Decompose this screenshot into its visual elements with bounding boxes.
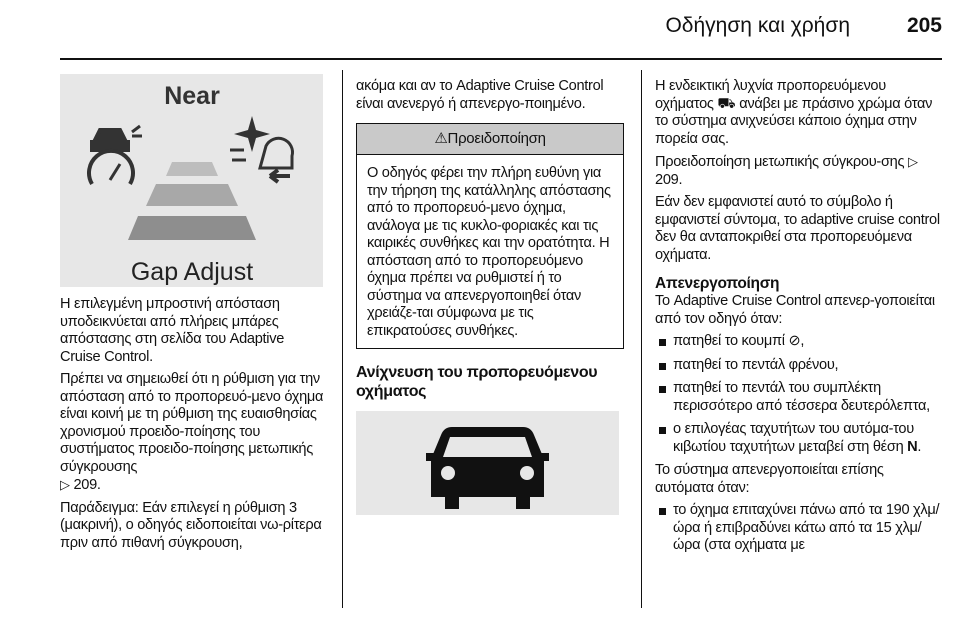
col3-paragraph-1a: Η ενδεικτική λυχνία προπορευόμενου οχήματος	[655, 78, 886, 112]
header-title: Οδήγηση και χρήση	[665, 14, 850, 37]
warning-box	[356, 123, 624, 349]
col2-paragraph-1: ακόμα και αν το Adaptive Cruise Control είναι ανενεργό ή απενεργο-ποιημένο.	[356, 78, 604, 112]
gear-letter: N	[907, 438, 918, 455]
distance-bar-2	[146, 184, 238, 206]
vehicle-ahead-indicator-icon: ⛟	[717, 95, 736, 112]
collision-alert-car-icon	[230, 116, 292, 182]
cancel-button-icon: ⊘	[788, 333, 801, 349]
gap-adjust-graphic	[60, 74, 323, 287]
col3-paragraph-3: Εάν δεν εμφανιστεί αυτό το σύμβολο ή εμφανιστεί σύντομα, το adaptive cruise control δεν θα ανταποκριθεί στα προπορευόμενα οχήματα.	[655, 194, 940, 263]
vehicle-ahead-illustration	[356, 411, 619, 515]
list-item-suffix: ,	[800, 333, 805, 349]
page-number: 205	[906, 14, 942, 37]
warning-header	[357, 124, 623, 155]
car-front-icon	[356, 411, 619, 515]
warning-title: Προειδοποίηση	[447, 130, 546, 147]
col1-paragraph-3: Παράδειγμα: Εάν επιλεγεί η ρύθμιση 3 (μακρινή), ο οδηγός ειδοποιείται νω-ρίτερα πριν από πιθανή σύγκρουση,	[60, 499, 322, 551]
list-item	[655, 421, 945, 456]
col1-page-ref: 209.	[73, 477, 101, 493]
page-ref-arrow-icon: ▷	[908, 154, 918, 169]
distance-bar-1	[166, 162, 218, 176]
column-2	[356, 78, 624, 515]
list-item: πατηθεί το πεντάλ φρένου,	[655, 357, 945, 375]
col3-paragraph-2-text: Προειδοποίηση μετωπικής σύγκρου-σης	[655, 154, 905, 170]
auto-deactivation-list	[655, 502, 945, 555]
column-divider-1	[342, 70, 343, 608]
col3-page-ref: 209.	[655, 171, 683, 188]
column-divider-2	[641, 70, 642, 608]
section-title: Ανίχνευση του προπορευόμενου οχήματος	[356, 364, 598, 400]
list-item-text: πατηθεί το κουμπί	[673, 333, 785, 349]
list-item-text: ο επιλογέας ταχυτήτων του αυτόμα-του κιβωτίου ταχυτήτων μεταβεί στη θέση	[673, 421, 914, 455]
warning-triangle-icon: ⚠	[434, 130, 448, 147]
list-item	[655, 333, 945, 351]
gap-adjust-label: Gap Adjust	[130, 258, 254, 286]
col1-paragraph-2	[60, 371, 328, 495]
col1-paragraph-2-text: Πρέπει να σημειωθεί ότι η ρύθμιση για την απόσταση από το προπορευό-μενο όχημα είναι κοινή με τη ρύθμιση της ευαισθησίας χρονισμού προειδο-ποίησης του συστήματος προειδο-ποίησης μετωπικής σύγκρουσης	[60, 371, 324, 475]
list-item: πατηθεί το πεντάλ του συμπλέκτη περισσότερο από τέσσερα δευτερόλεπτα,	[655, 380, 945, 415]
col3-paragraph-2	[655, 153, 945, 189]
vehicle-ahead-speedometer-icon	[89, 126, 142, 184]
header-rule	[60, 58, 942, 60]
gap-adjust-illustration	[60, 74, 323, 287]
near-label: Near	[164, 82, 220, 110]
warning-text: Ο οδηγός φέρει την πλήρη ευθύνη για την τήρηση της κατάλληλης απόστασης από το προπορευό-μενο όχημα, ανάλογα με τις κυκλο-φοριακές και τις καιρικές συνθήκες και την ορατότητα. Η απόσταση από το προπορευόμενο όχημα πρέπει να ρυθμιστεί ή το σύστημα να απενεργοποιηθεί όταν χρειάζε-ται σύμφωνα με τις επικρατούσες συνθήκες.	[367, 165, 611, 339]
col3-paragraph-1	[655, 78, 945, 148]
column-1	[60, 296, 328, 557]
distance-bar-3	[128, 216, 256, 240]
col3-paragraph-5: Το σύστημα απενεργοποιείται επίσης αυτόματα όταν:	[655, 462, 884, 496]
deactivation-heading: Απενεργοποίηση	[655, 275, 780, 292]
column-3	[655, 78, 945, 561]
list-item: το όχημα επιταχύνει πάνω από τα 190 χλμ/ώρα ή επιβραδύνει κάτω από τα 15 χλμ/ώρα (στα οχήματα με	[655, 502, 945, 555]
col3-paragraph-4: Το Adaptive Cruise Control απενερ-γοποιείται από τον οδηγό όταν:	[655, 293, 935, 327]
col1-paragraph-1: Η επιλεγμένη μπροστινή απόσταση υποδεικνύεται από πλήρεις μπάρες απόστασης στη σελίδα του Adaptive Cruise Control.	[60, 296, 285, 365]
driver-deactivation-list	[655, 333, 945, 456]
page-ref-arrow-icon: ▷	[60, 477, 70, 492]
col3-paragraph-1b: ανάβει με πράσινο χρώμα όταν το σύστημα ανιχνεύσει κάποιο όχημα στην πορεία σας.	[655, 95, 933, 147]
gear-suffix: .	[917, 438, 922, 455]
